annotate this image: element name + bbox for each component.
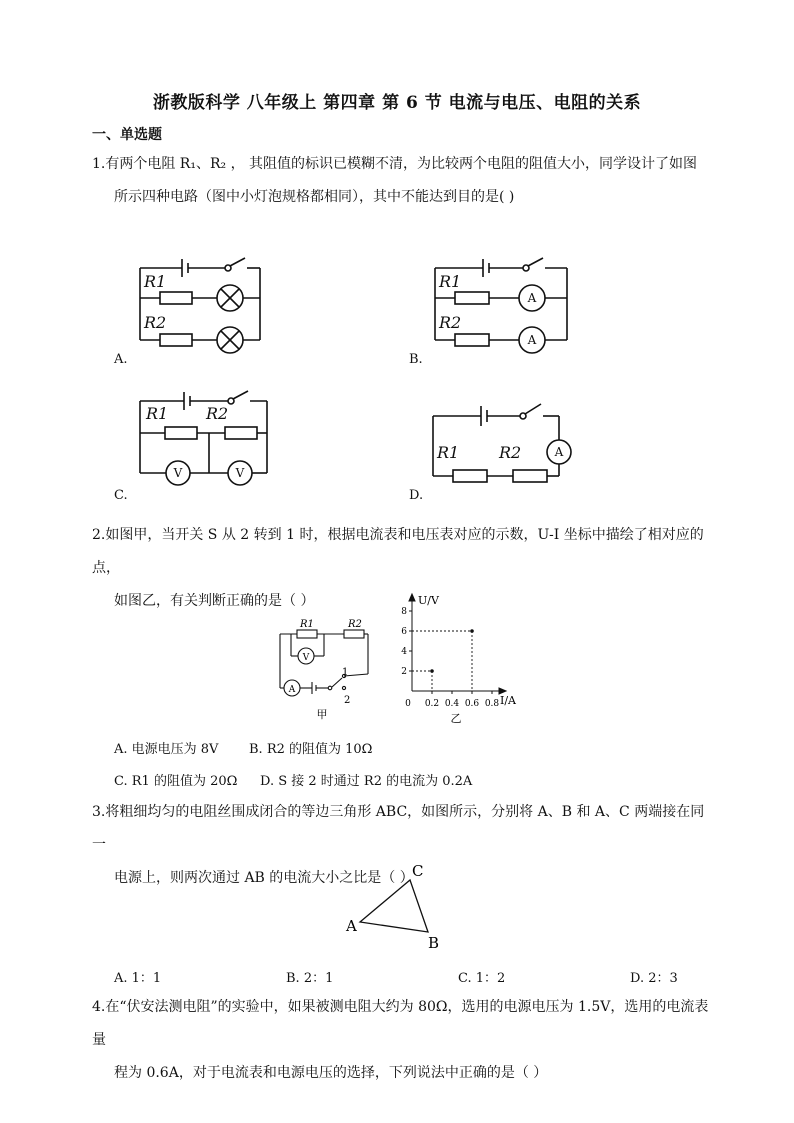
option-d-label: D. (409, 488, 424, 503)
q2-label-r2: R2 (348, 619, 362, 630)
question-2-line1: 2.如图甲，当开关 S 从 2 转到 1 时，根据电流表和电压表对应的示数，U-I 坐标中描绘了相对应的点， (92, 527, 704, 576)
q2-circuit-jia (272, 612, 372, 722)
option-c-label: C. (114, 488, 128, 503)
q2-switch-pos2: 2 (344, 695, 351, 706)
question-1 (92, 148, 712, 214)
y-axis-arrow (409, 594, 415, 601)
origin-label: 0 (405, 699, 411, 709)
label-r2: R2 (439, 313, 462, 332)
y-axis-label: U/V (418, 594, 439, 607)
q2-ammeter-label: A (288, 685, 296, 695)
q2-label-r1: R1 (300, 619, 314, 630)
label-r2: R2 (206, 404, 229, 423)
label-r1: R1 (439, 272, 462, 291)
q3-option-b: B. 2：1 (286, 971, 334, 986)
question-4-line2: 程为 0.6A，对于电流表和电源电压的选择，下列说法中正确的是（ ） (114, 1065, 548, 1081)
section-heading: 一、单选题 (92, 127, 162, 143)
q2-option-d: D. S 接 2 时通过 R2 的电流为 0.2A (260, 774, 473, 789)
x-tick-label: 0.8 (484, 699, 500, 709)
data-point (430, 669, 434, 673)
vertex-a: A (346, 917, 357, 935)
x-tick-label: 0.2 (424, 699, 440, 709)
voltmeter-2-label: V (235, 466, 245, 480)
question-3-line1: 3.将粗细均匀的电阻丝围成闭合的等边三角形 ABC，如图所示，分别将 A、B 和 A、C 两端接在同一 (92, 804, 705, 853)
page-title: 浙教版科学 八年级上 第四章 第 6 节 电流与电压、电阻的关系 (152, 93, 642, 113)
y-tick-label: 8 (401, 607, 407, 617)
voltmeter-1-label: V (173, 466, 183, 480)
option-a-label: A. (114, 352, 128, 367)
label-r1: R1 (144, 272, 167, 291)
q2-caption-jia: 甲 (316, 708, 328, 721)
q3-option-d: D. 2：3 (630, 971, 678, 986)
label-r2: R2 (499, 443, 522, 462)
resistor-r2 (160, 334, 192, 346)
y-tick-label: 4 (401, 647, 407, 657)
q2-switch-pos1: 1 (342, 667, 349, 678)
q2-caption-yi: 乙 (450, 712, 462, 725)
q2-ui-graph (396, 590, 526, 730)
question-4-line1: 4.在“伏安法测电阻”的实验中，如果被测电阻大约为 80Ω，选用的电源电压为 1.5V，选用的电流表量 (92, 999, 709, 1048)
y-tick-label: 2 (401, 667, 407, 677)
question-3-line2: 电源上，则两次通过 AB 的电流大小之比是（ ） (114, 870, 414, 886)
question-4 (92, 991, 712, 1090)
circuit-a (110, 250, 270, 365)
label-r2: R2 (144, 313, 167, 332)
y-tick-label: 6 (401, 627, 407, 637)
x-axis-label: I/A (500, 694, 516, 707)
circuit-c (110, 386, 280, 496)
option-b-label: B. (409, 352, 423, 367)
q2-option-b: B. R2 的阻值为 10Ω (249, 742, 373, 757)
question-1-line2: 所示四种电路（图中小灯泡规格都相同），其中不能达到目的是( ) (114, 189, 515, 205)
data-point (470, 629, 474, 633)
circuit-d (405, 394, 580, 494)
q2-voltmeter-label: V (302, 653, 310, 663)
vertex-c: C (412, 862, 424, 880)
q2-option-c: C. R1 的阻值为 20Ω (114, 774, 238, 789)
resistor-r1 (160, 292, 192, 304)
circuit-b (405, 250, 575, 365)
question-1-line1: 1.有两个电阻 R₁、R₂ ， 其阻值的标识已模糊不清，为比较两个电阻的阻值大小，同学设计了如图 (92, 156, 698, 172)
switch-blade (230, 258, 245, 266)
x-tick-label: 0.6 (464, 699, 480, 709)
q3-option-a: A. 1：1 (114, 971, 162, 986)
x-tick-label: 0.4 (444, 699, 460, 709)
ammeter-2-label: A (527, 333, 537, 347)
ammeter-label: A (554, 445, 564, 459)
triangle-abc (340, 858, 450, 953)
ammeter-1-label: A (527, 291, 537, 305)
vertex-b: B (428, 934, 440, 952)
label-r1: R1 (437, 443, 460, 462)
q2-option-a: A. 电源电压为 8V (114, 742, 219, 757)
label-r1: R1 (146, 404, 169, 423)
question-2-line2: 如图乙，有关判断正确的是（ ） (114, 593, 315, 609)
q3-option-c: C. 1：2 (458, 971, 506, 986)
